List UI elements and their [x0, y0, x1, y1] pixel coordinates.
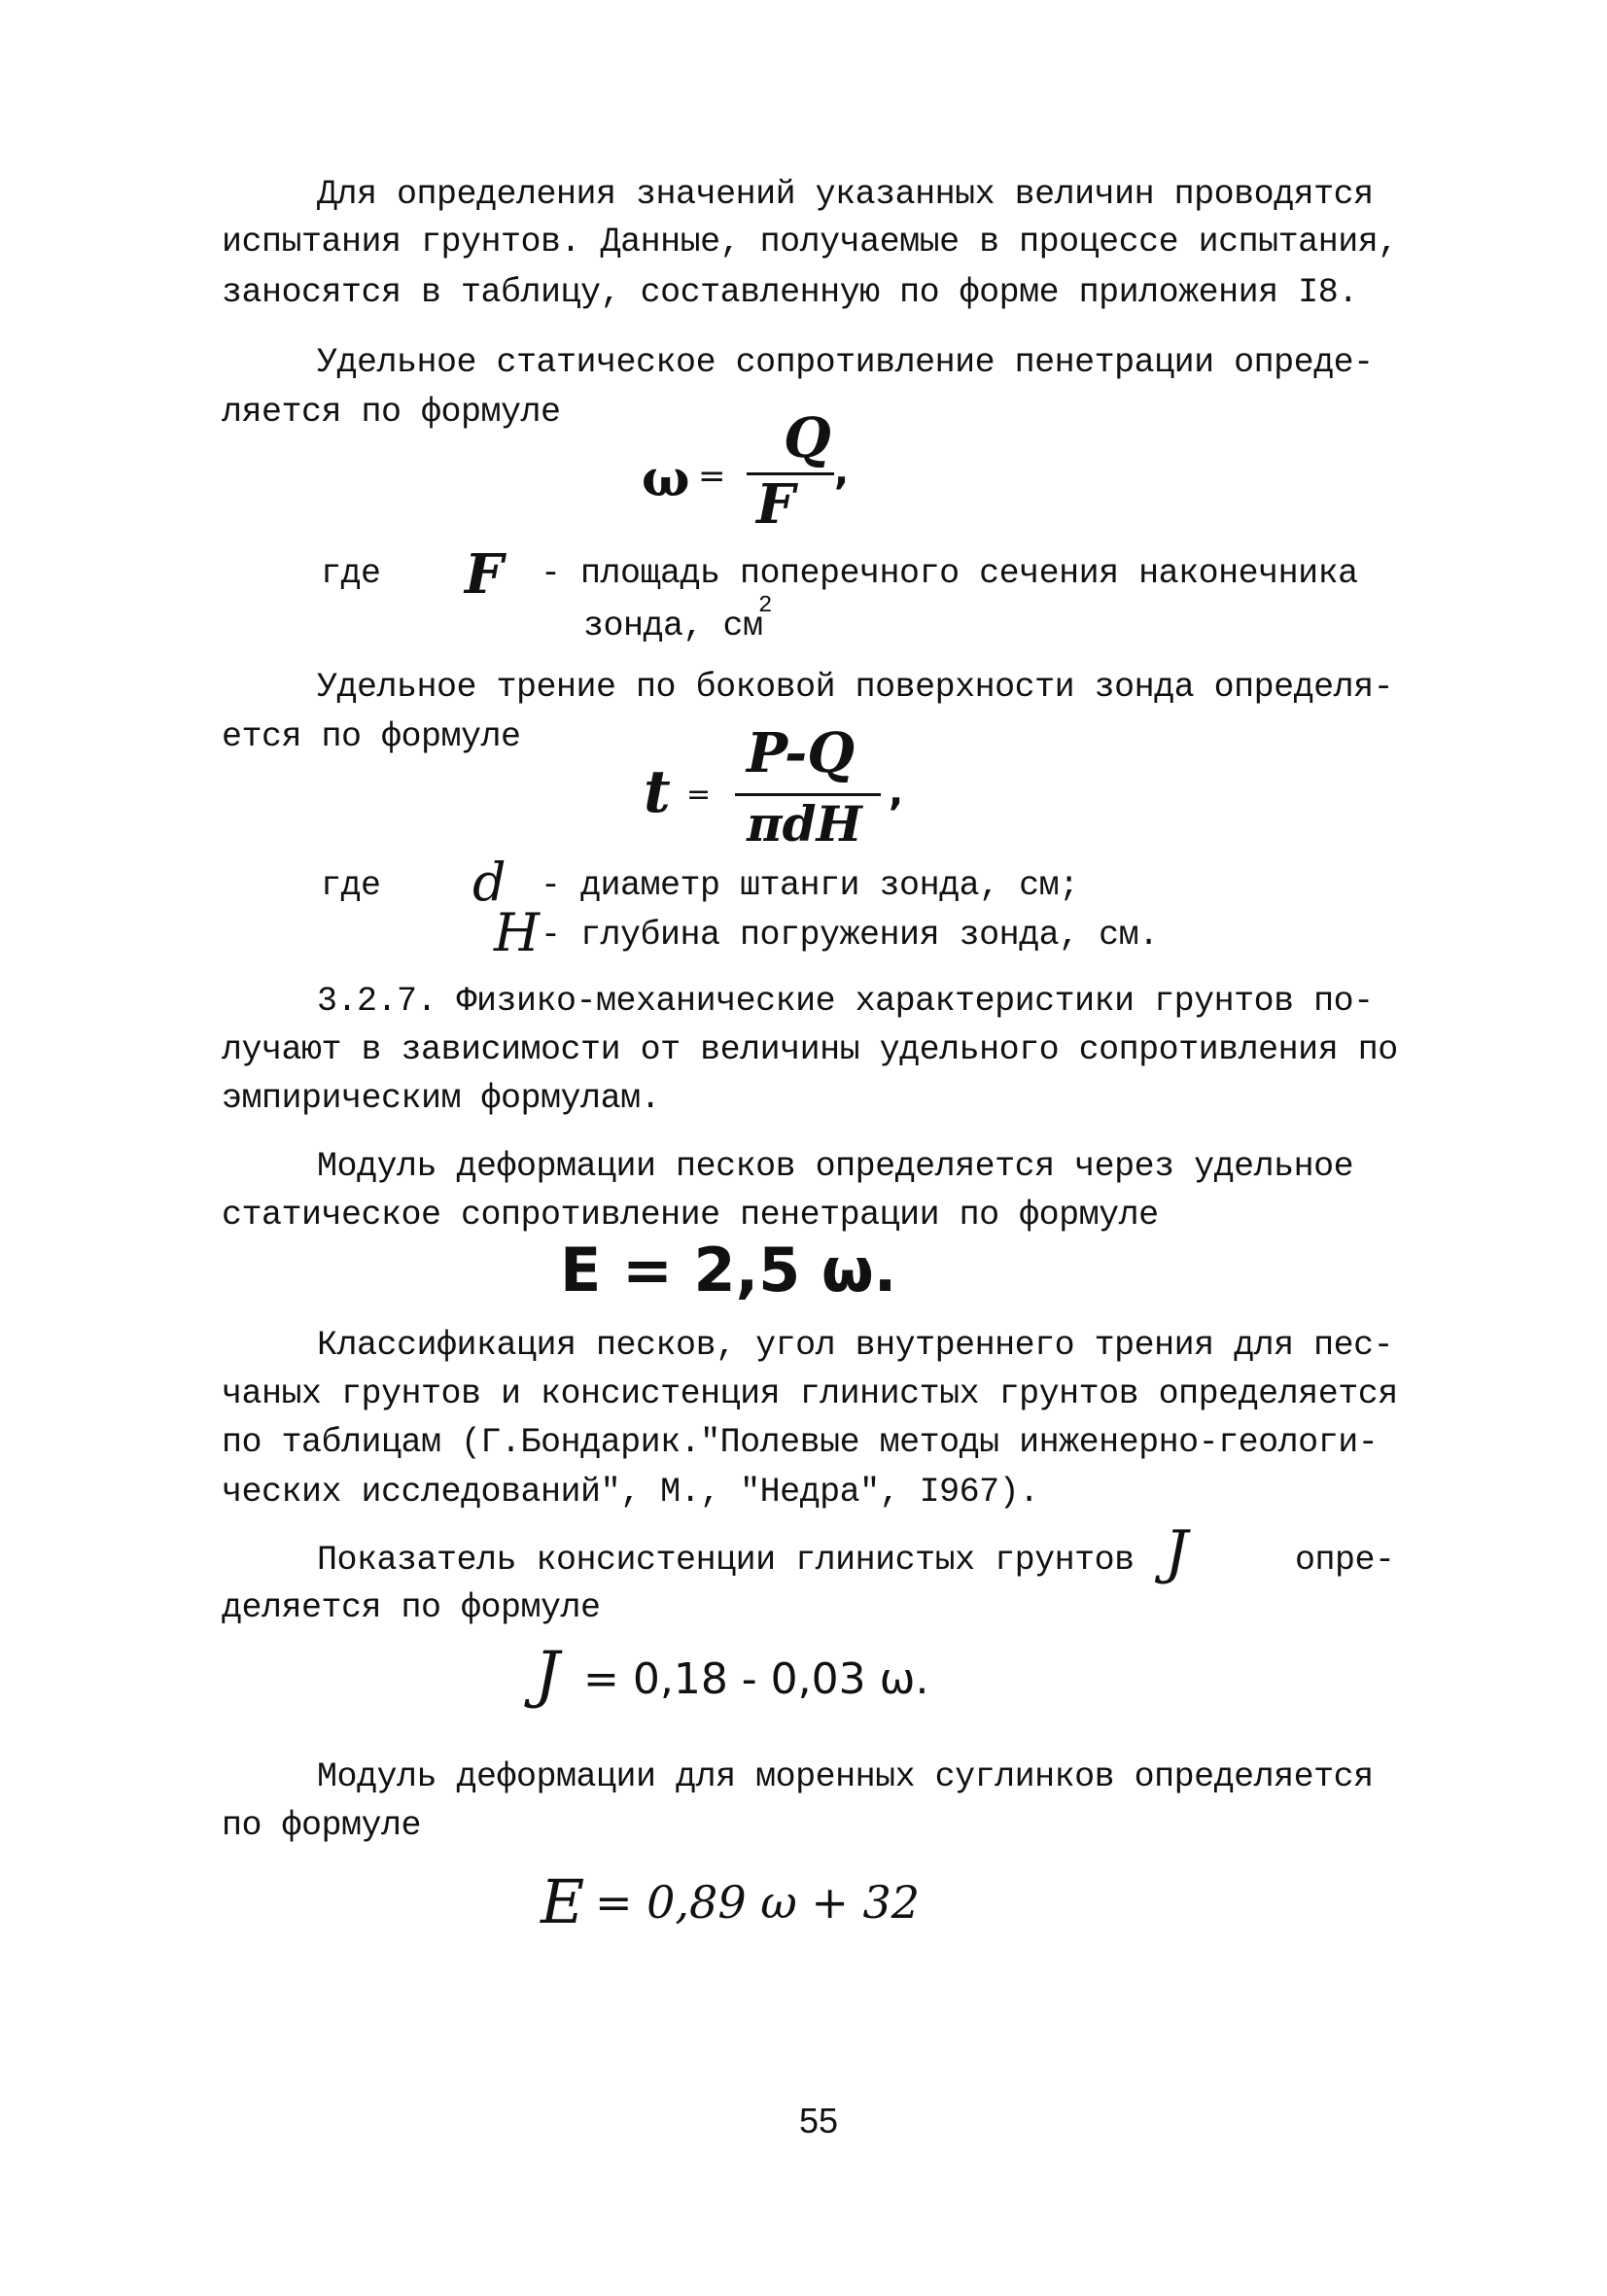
text-line: Классификация песков, угол внутреннего трения для пес-: [317, 1326, 1394, 1365]
formula-lhs: ω: [642, 449, 690, 508]
formula-tail: ,: [834, 449, 850, 494]
label-where: где: [321, 554, 381, 593]
text-line: статическое сопротивление пенетрации по формуле: [222, 1196, 1159, 1235]
text-line: деляется по формуле: [222, 1588, 601, 1627]
symbol-h: H: [494, 902, 541, 963]
definition-h-text: - глубина погружения зонда, см.: [541, 916, 1159, 955]
formula-denominator: πdH: [747, 795, 862, 852]
formula-tail: ,: [889, 770, 904, 815]
definition-f-text-cont: зонда, см: [583, 607, 763, 645]
formula-e-sand: E = 2,5 ω.: [560, 1235, 897, 1305]
text-line: заносятся в таблицу, составленную по форме приложения I8.: [222, 273, 1358, 312]
text-line: 3.2.7. Физико-механические характеристики грунтов по-: [317, 982, 1374, 1021]
formula-rhs: = 0,18 - 0,03 ω.: [583, 1654, 929, 1704]
symbol-d: d: [472, 852, 507, 913]
superscript: 2: [758, 593, 773, 619]
text-line: Модуль деформации для моренных суглинков определяется: [317, 1757, 1374, 1796]
formula-numerator: P-Q: [747, 721, 856, 785]
text-line: ляется по формуле: [222, 393, 561, 432]
formula-eq: =: [686, 778, 712, 812]
text-line: опре-: [1295, 1541, 1395, 1580]
text-line: Для определения значений указанных величин проводятся: [317, 175, 1374, 214]
formula-numerator: Q: [784, 406, 831, 470]
definition-f-text: - площадь поперечного сечения наконечника: [541, 554, 1358, 593]
text-line: испытания грунтов. Данные, получаемые в процессе испытания,: [222, 223, 1398, 261]
formula-rhs: = 0,89 ω + 32: [595, 1876, 921, 1929]
text-line: ческих исследований", М., "Недра", I967).: [222, 1473, 1039, 1512]
page-number: 55: [799, 2101, 839, 2140]
text-line: Показатель консистенции глинистых грунтов: [317, 1541, 1135, 1580]
definition-d-text: - диаметр штанги зонда, см;: [541, 866, 1079, 905]
formula-lhs: E: [541, 1866, 585, 1937]
text-line: Удельное статическое сопротивление пенетрации опреде-: [317, 343, 1374, 382]
text-line: эмпирическим формулам.: [222, 1079, 661, 1118]
formula-denominator: F: [756, 472, 795, 537]
formula-lhs: t: [644, 758, 671, 826]
formula-lhs: J: [535, 1639, 560, 1711]
formula-eq: =: [698, 457, 726, 496]
text-line: лучают в зависимости от величины удельного сопротивления по: [222, 1030, 1398, 1069]
label-where: где: [321, 866, 381, 905]
text-line: по формуле: [222, 1806, 422, 1845]
text-line: Модуль деформации песков определяется через удельное: [317, 1147, 1354, 1186]
text-line: Удельное трение по боковой поверхности зонда определя-: [317, 668, 1394, 707]
symbol-j: J: [1165, 1518, 1189, 1586]
text-line: ется по формуле: [222, 717, 521, 756]
text-line: чаных грунтов и консистенция глинистых грунтов определяется: [222, 1374, 1398, 1413]
text-line: по таблицам (Г.Бондарик."Полевые методы инженерно-геологи-: [222, 1423, 1379, 1462]
symbol-f: F: [465, 542, 504, 607]
